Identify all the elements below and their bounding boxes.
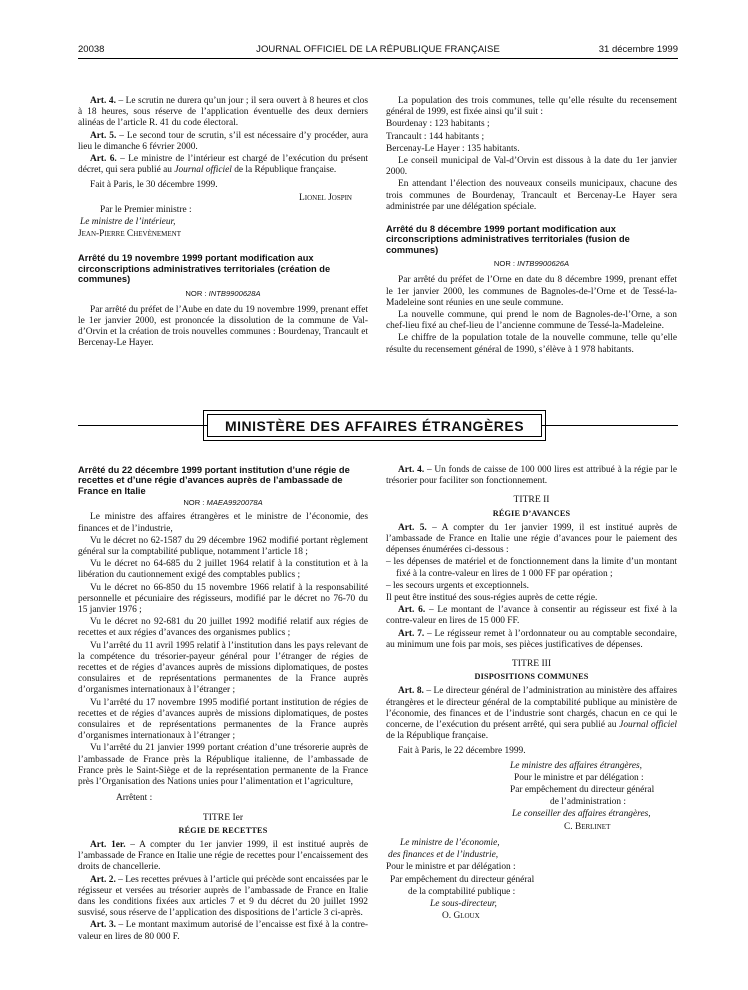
dissolution-text: Le conseil municipal de Val-d’Orvin est dissous à la date du 1er janvier 2000. <box>386 156 677 178</box>
titre-3-subtitle: DISPOSITIONS COMMUNES <box>474 672 589 682</box>
sig1-par: Pour le ministre et par délégation : <box>514 772 644 783</box>
visa-6: Vu l’arrêté du 17 novembre 1995 modifié portant institution de régies de recettes et de régies d’avances auprès de missions diplomatiques, de postes consulaires et de représentations permanentes de la France auprès d’organismes internationaux à l’étranger ; <box>78 697 368 742</box>
article-4-regie: Art. 4. – Un fonds de caisse de 100 000 lires est attribué à la régie par le trésorier pour faciliter son fonctionnement. <box>386 465 677 487</box>
ministry-name: MINISTÈRE DES AFFAIRES ÉTRANGÈRES <box>207 414 542 437</box>
arrete-3-nor: NOR : MAEA9920078A <box>183 498 263 508</box>
issue-date: 31 décembre 1999 <box>598 44 678 55</box>
sig1-emp1: Par empêchement du directeur général <box>510 785 655 796</box>
minister-name: Jean-Pierre Chevènement <box>78 229 182 240</box>
arretent: Arrêtent : <box>116 793 153 804</box>
sig1-conseiller: Le conseiller des affaires étrangères, <box>512 809 651 820</box>
visa-5: Vu l’arrêté du 11 avril 1995 relatif à l’institution dans les pays relevant de la compétence du trésorier-payeur général pour l’étranger de régies de recettes et de régies d’avances auprès de missions diplomatiques, de postes consulaires et de représentations permanentes de la France auprès d’organismes internationaux à l’étranger ; <box>78 640 368 696</box>
sig2-sous: Le sous-directeur, <box>430 898 497 909</box>
titre-2-subtitle: RÉGIE D’AVANCES <box>492 508 571 518</box>
left-bottom-column <box>78 465 368 944</box>
arrete-3-intro: Le ministre des affaires étrangères et le ministre de l’économie, des finances et de l’industrie, <box>78 512 368 534</box>
article-6: Art. 6. – Le ministre de l’intérieur est chargé de l’exécution du présent décret, qui sera publié au Journal officiel de la République française. <box>78 154 368 176</box>
sig2-par: Pour le ministre et par délégation : <box>386 862 516 873</box>
fait-a-paris: Fait à Paris, le 30 décembre 1999. <box>90 180 218 191</box>
arrete-2-p1: Par arrêté du préfet de l’Orne en date du 8 décembre 1999, prenant effet le 1er janvier 2000, les communes de Bagnoles-de-l’Orne et de Tessé-la-Madeleine sont réunies en une seule commune. <box>386 275 677 308</box>
article-2: Art. 2. – Les recettes prévues à l’article qui précède sont encaissées par le régisseur et versées au trésorier auprès de l’ambassade de France en Italie dans les conditions fixées aux articles 7 et 9 du décret du 20 juillet 1992 susvisé, sous réserve de l’application des dispositions de l’article 3 ci-après. <box>78 874 368 919</box>
delegation-text: En attendant l’élection des nouveaux conseils municipaux, chacune des trois communes de Bourdenay, Trancault et Bercenay-Le Hayer sera administrée par une délégation spéciale. <box>386 179 677 212</box>
par-le-premier-ministre: Par le Premier ministre : <box>100 204 192 215</box>
fait-a-paris-2: Fait à Paris, le 22 décembre 1999. <box>398 746 526 757</box>
titre-3: TITRE III <box>511 658 552 670</box>
signature-block-2 <box>386 838 677 922</box>
sig2-name: O. Gloux <box>442 911 480 922</box>
sig2-emp1: Par empêchement du directeur général <box>390 874 535 885</box>
arrete-2-nor: NOR : INTB9900626A <box>493 259 570 269</box>
page-header <box>78 40 678 60</box>
article-5: Art. 5. – Le second tour de scrutin, s’il est nécessaire d’y procéder, aura lieu le dimanche 6 février 2000. <box>78 130 368 152</box>
article-5-regie: Art. 5. – A compter du 1er janvier 1999, il est institué auprès de l’ambassade de France en Italie une régie d’avances pour le paiement des dépenses énumérées ci-dessous : <box>386 522 677 556</box>
arrete-1-nor: NOR : INTB9900628A <box>185 288 261 298</box>
titre-1-subtitle: RÉGIE DE RECETTES <box>178 825 268 835</box>
minister-title: Le ministre de l’intérieur, <box>80 217 176 228</box>
population-trancault: Trancault : 144 habitants ; <box>386 131 485 142</box>
population-intro: La population des trois communes, telle qu’elle résulte du recensement général de 1999, est fixée ainsi qu’il suit : <box>386 96 677 118</box>
sig1-name: C. Berlinet <box>564 821 611 832</box>
titre-1: TITRE Ier <box>202 811 244 823</box>
visa-2: Vu le décret no 64-685 du 2 juillet 1964 relatif à la constitution et à la libération du cautionnement exigé des comptables publics ; <box>78 559 368 581</box>
arrete-3-title: Arrêté du 22 décembre 1999 portant institution d’une régie de recettes et d’une régie d’avances auprès de l’ambassade de France en Italie <box>78 465 350 496</box>
article-3: Art. 3. – Le montant maximum autorisé de l’encaisse est fixé à la contre-valeur en lires de 80 000 F. <box>78 920 369 942</box>
visa-3: Vu le décret no 66-850 du 15 novembre 1966 relatif à la responsabilité personnelle et pécuniaire des régisseurs, modifié par le décret no 76-70 du 15 janvier 1976 ; <box>78 582 368 616</box>
article-7-regie: Art. 7. – Le régisseur remet à l’ordonnateur ou au comptable secondaire, au minimum une fois par mois, ses pièces justificatives de dépenses. <box>386 628 677 650</box>
right-top-column <box>386 96 677 357</box>
arrete-2-title: Arrêté du 8 décembre 1999 portant modification aux circonscriptions administratives territoriales (fusion de communes) <box>386 224 630 255</box>
article-4: Art. 4. – Le scrutin ne durera qu’un jour ; il sera ouvert à 8 heures et clos à 18 heures, sous réserve de l’application éventuelle des deux derniers alinéas de l’article R. 41 du code électoral. <box>78 96 368 129</box>
sig1-emp2: de l’administration : <box>550 797 627 808</box>
depense-secours: – les secours urgents et exceptionnels. <box>386 580 530 591</box>
arrete-1-title: Arrêté du 19 novembre 1999 portant modification aux circonscriptions administratives territoriales (création de communes) <box>78 253 331 285</box>
right-bottom-column <box>386 465 677 923</box>
sig2-emp2: de la comptabilité publique : <box>408 886 516 897</box>
article-8-regie: Art. 8. – Le directeur général de l’administration au ministère des affaires étrangères et le directeur général de la comptabilité publique au ministère de l’économie, des finances et de l’industrie sont chargés, chacun en ce qui le concerne, de l’exécution du présent arrêté, qui sera publié au Journal officiel de la République française. <box>386 686 678 742</box>
depense-materiel: – les dépenses de matériel et de fonctionnement dans la limite d’un montant fixé à la contre-valeur en lires de 1 000 FF par opération ; <box>386 557 677 579</box>
visa-4: Vu le décret no 92-681 du 20 juillet 1992 modifié relatif aux régies de recettes et aux régies d’avances des organismes publics ; <box>78 617 368 639</box>
signatory-name: Lionel Jospin <box>299 192 352 203</box>
article-1: Art. 1er. – A compter du 1er janvier 1999, il est institué auprès de l’ambassade de France en Italie une régie de recettes pour l’encaissement des droits de chancellerie. <box>78 839 368 873</box>
sig2-min1: Le ministre de l’économie, <box>400 837 500 848</box>
arrete-1-body: Par arrêté du préfet de l’Aube en date du 19 novembre 1999, prenant effet le 1er janvier 2000, est prononcée la dissolution de la commune de Val-d’Orvin et la création de trois nouvelles communes : Bourdenay, Trancault et Bercenay-Le Hayer. <box>78 304 368 349</box>
page-number: 20038 <box>78 44 105 55</box>
article-6-regie: Art. 6. – Le montant de l’avance à consentir au régisseur est fixé à la contre-valeur en lires de 15 000 FF. <box>386 605 677 627</box>
sous-regies: Il peut être institué des sous-régies auprès de cette régie. <box>386 593 598 604</box>
visa-1: Vu le décret no 62-1587 du 29 décembre 1962 modifié portant règlement général sur la comptabilité publique, notamment l’article 18 ; <box>78 535 368 558</box>
visa-7: Vu l’arrêté du 21 janvier 1999 portant création d’une trésorerie auprès de l’ambassade de France près la République italienne, de l’ambassade de France près le Saint-Siège et de la représentation permanente de la France près l’Organisation des Nations unies pour l’alimentation et l’agriculture, <box>78 743 368 788</box>
titre-2: TITRE II <box>513 494 550 506</box>
ministry-banner <box>203 410 546 441</box>
sig1-minister: Le ministre des affaires étrangères, <box>510 760 643 771</box>
signature-block-1 <box>498 761 677 833</box>
sig2-min2: des finances et de l’industrie, <box>388 850 499 861</box>
arrete-2-p3: Le chiffre de la population totale de la nouvelle commune, telle qu’elle résulte du recensement général de 1990, s’élève à 1 978 habitants. <box>386 333 677 355</box>
left-top-column <box>78 96 368 351</box>
arrete-2-p2: La nouvelle commune, qui prend le nom de Bagnoles-de-l’Orne, a son chef-lieu fixé au chef-lieu de l’ancienne commune de Tessé-la-Madeleine. <box>386 310 677 332</box>
journal-title: JOURNAL OFFICIEL DE LA RÉPUBLIQUE FRANÇAISE <box>256 44 500 55</box>
header-rule <box>78 58 678 59</box>
population-bourdenay: Bourdenay : 123 habitants ; <box>386 119 490 130</box>
population-bercenay: Bercenay-Le Hayer : 135 habitants. <box>386 143 520 154</box>
